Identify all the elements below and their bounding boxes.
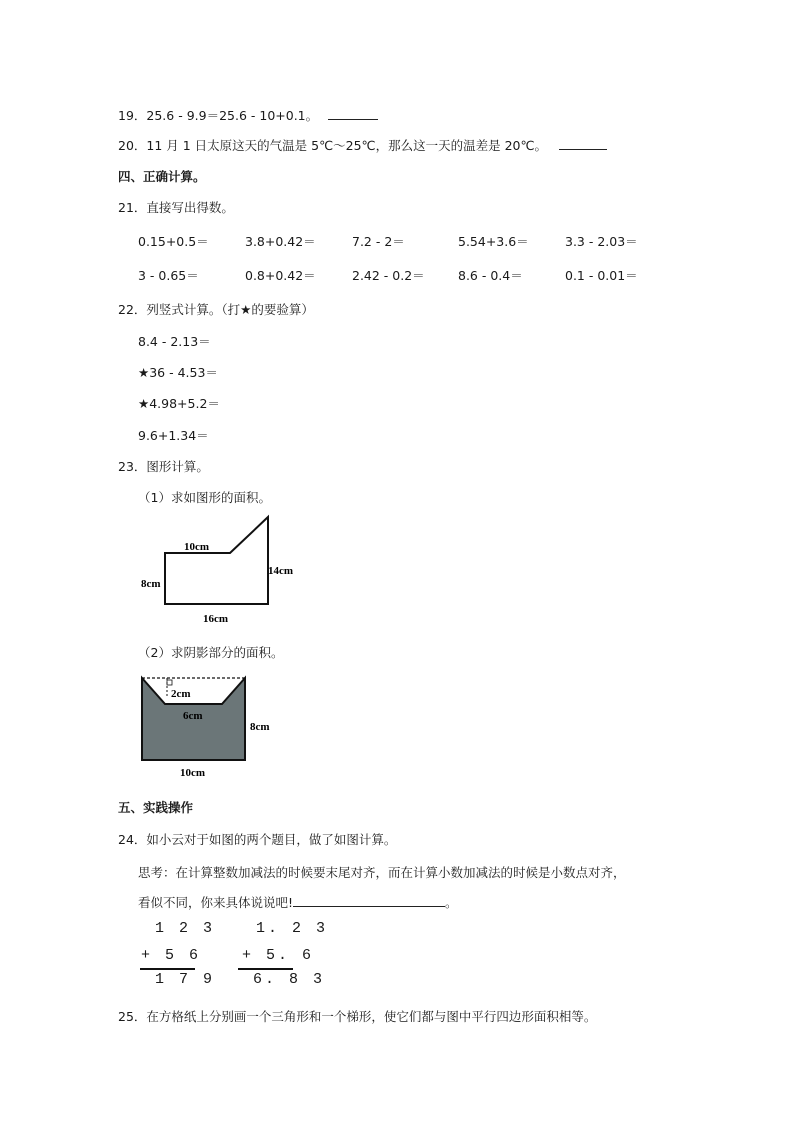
q21-row2-item: 2.42 - 0.2＝ [352,268,425,283]
question-20-text: 20．11 月 1 日太原这天的气温是 5℃～25℃，那么这一天的温差是 20℃。 [118,138,548,153]
answer-blank-20[interactable] [559,137,607,150]
q21-row2-item: 0.8+0.42＝ [245,268,316,283]
q21-row2-item: 8.6 - 0.4＝ [458,268,523,283]
q22-item: 8.4 - 2.13＝ [138,334,211,349]
q21-row1-item: 3.8+0.42＝ [245,234,316,249]
fig2-label-bottom: 10cm [180,767,206,779]
calc2-result: 6. 8 3 [253,971,326,988]
q21-row1-item: 3.3 - 2.03＝ [565,234,638,249]
question-20 [118,136,607,154]
fig2-label-depth: 2cm [171,688,191,700]
calc1-addend-b: + 5 6 [141,947,202,964]
q24-think-line2-text: 看似不同，你来具体说说吧! [138,895,294,910]
question-19-text: 19．25.6 - 9.9＝25.6 - 10+0.1。 [118,108,319,123]
section-4-title: 四、正确计算。 [118,169,206,184]
fig1-label-right: 14cm [268,565,294,577]
q21-row1-item: 0.15+0.5＝ [138,234,209,249]
question-21-title: 21．直接写出得数。 [118,200,234,215]
q22-item: ★4.98+5.2＝ [138,396,220,411]
q21-row2-item: 0.1 - 0.01＝ [565,268,638,283]
calc1-rule [140,968,195,970]
answer-blank-24[interactable] [293,894,445,907]
question-22-title: 22．列竖式计算。（打★的要验算） [118,302,314,317]
question-23-title: 23．图形计算。 [118,459,209,474]
q24-think-line2 [138,893,458,911]
calc1-addend-a: 1 2 3 [155,920,216,937]
q23-part1: （1）求如图形的面积。 [138,490,271,505]
q22-item: 9.6+1.34＝ [138,428,209,443]
question-25: 25．在方格纸上分别画一个三角形和一个梯形，使它们都与图中平行四边形面积相等。 [118,1009,597,1024]
calc1-result: 1 7 9 [155,971,216,988]
question-19 [118,106,378,124]
calc2-rule [238,968,293,970]
q21-row1-item: 5.54+3.6＝ [458,234,529,249]
answer-blank-19[interactable] [328,107,378,120]
q22-item: ★36 - 4.53＝ [138,365,218,380]
question-24-title: 24．如小云对于如图的两个题目，做了如图计算。 [118,832,397,847]
right-angle-mark [167,680,172,685]
q23-part2: （2）求阴影部分的面积。 [138,645,284,660]
fig2-label-inner: 6cm [183,710,203,722]
fig1-label-top: 10cm [184,541,210,553]
composite-shape-outline [165,517,268,604]
calc2-addend-a: 1. 2 3 [256,920,329,937]
q21-row2-item: 3 - 0.65＝ [138,268,199,283]
q21-row1-item: 7.2 - 2＝ [352,234,405,249]
calc2-addend-b: + 5. 6 [242,947,315,964]
fig1-label-bottom: 16cm [203,613,229,625]
figure-composite-shape [138,510,313,628]
q24-think-line1: 思考：在计算整数加减法的时候要末尾对齐，而在计算小数加减法的时候是小数点对齐， [138,865,626,880]
fig2-label-right: 8cm [250,721,270,733]
fig1-label-left: 8cm [141,578,161,590]
q24-end-mark: 。 [445,895,458,910]
figure-shaded-area [138,672,283,782]
section-5-title: 五、实践操作 [118,800,194,815]
